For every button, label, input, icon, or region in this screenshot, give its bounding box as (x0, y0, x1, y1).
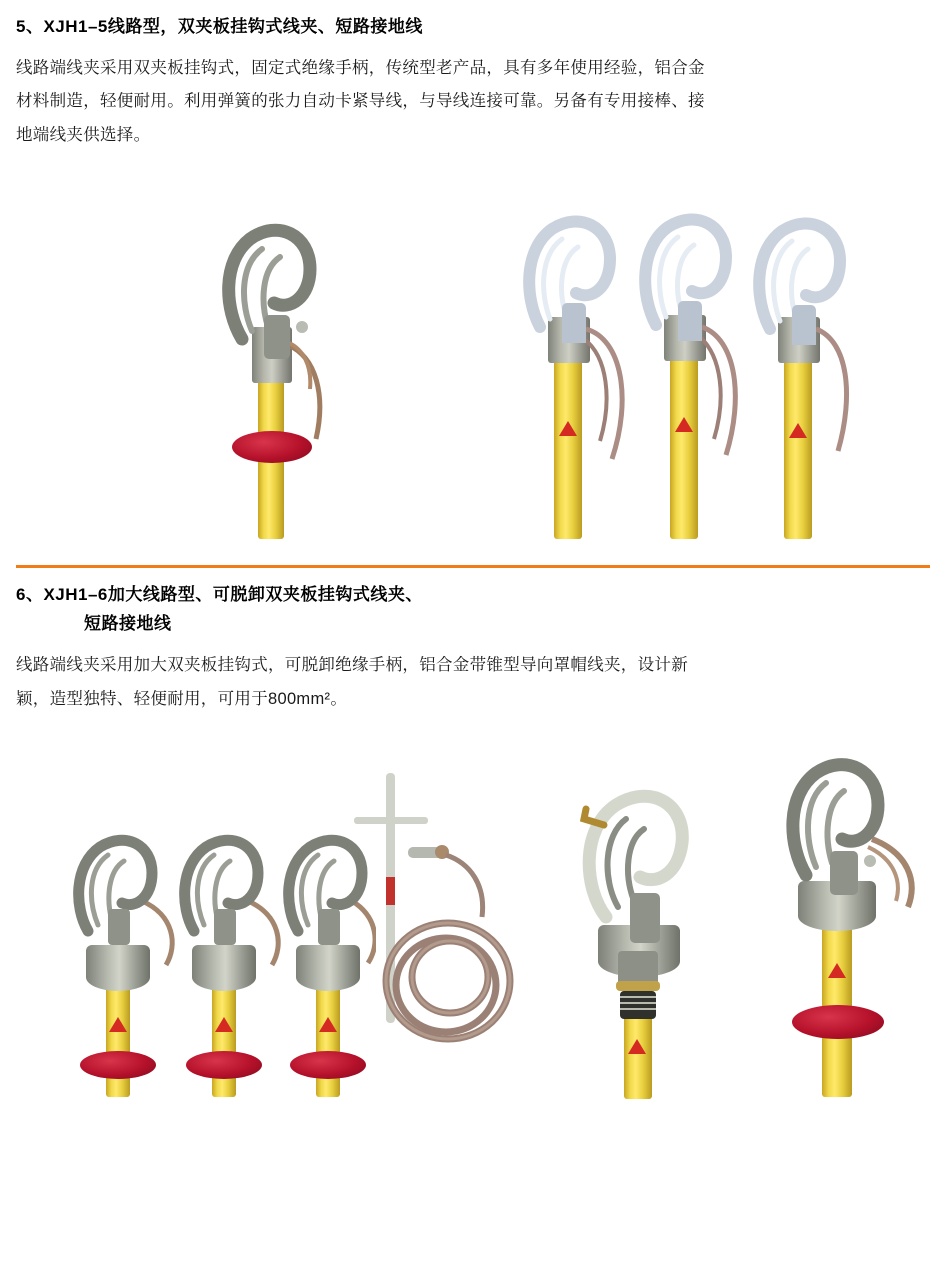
product-photo-white-clamp-group (486, 189, 876, 539)
section-6-paragraph: 线路端线夹采用加大双夹板挂钩式，可脱卸绝缘手柄，铝合金带锥型导向罩帽线夹，设计新颖，造型独特、轻便耐用，可用于800mm²。 (16, 655, 688, 708)
double-plate-hook-clamp-icon (60, 815, 180, 945)
figure-xjh1-6 (16, 721, 930, 1089)
double-plate-hook-clamp-icon (772, 735, 922, 895)
figure-xjh1-5 (16, 159, 930, 539)
section-6-title-line1: 6、XJH1–6加大线路型、可脱卸双夹板挂钩式线夹、 (16, 584, 423, 604)
product-photo-grey-clamp (176, 199, 376, 539)
double-plate-hook-clamp-icon (510, 193, 630, 343)
double-plate-hook-clamp-icon (564, 765, 714, 945)
product-photo-ground-rod-and-cable (346, 759, 536, 1089)
double-plate-hook-clamp-icon (206, 199, 336, 359)
product-photo-clamp-closeup (556, 755, 726, 1095)
product-photo-full-assembly (736, 735, 936, 1095)
section-5-paragraph: 线路端线夹采用双夹板挂钩式，固定式绝缘手柄，传统型老产品，具有多年使用经验，铝合金材料制造，轻便耐用。利用弹簧的张力自动卡紧导线，与导线连接可靠。另备有专用接棒、接地端线夹供选择。 (16, 58, 705, 145)
section-5-title: 5、XJH1–5线路型，双夹板挂钩式线夹、短路接地线 (16, 17, 423, 36)
double-plate-hook-clamp-icon (626, 191, 746, 341)
double-plate-hook-clamp-icon (166, 815, 286, 945)
section-6-title-line2: 短路接地线 (84, 614, 172, 634)
double-plate-hook-clamp-icon (740, 195, 860, 345)
product-photo-detachable-clamp-group (16, 805, 346, 1095)
coiled-ground-cable (346, 759, 536, 1089)
